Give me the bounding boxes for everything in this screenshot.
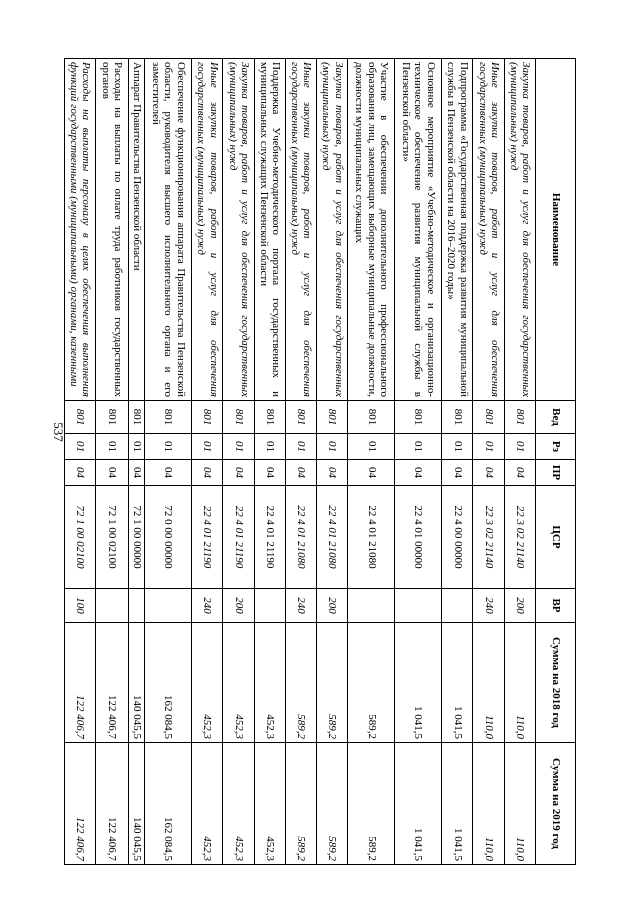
cell-sum2019: 1 041,5 <box>395 743 442 865</box>
cell-pr: 04 <box>223 460 254 486</box>
cell-sum2018: 122 406,7 <box>96 623 128 743</box>
cell-vr <box>145 589 192 623</box>
cell-ved: 801 <box>442 401 473 434</box>
cell-vr: 240 <box>192 589 223 623</box>
cell-sum2019: 589,2 <box>285 743 316 865</box>
cell-rz: 01 <box>145 434 192 460</box>
cell-pr: 04 <box>473 460 504 486</box>
cell-csr: 22 4 01 21080 <box>348 486 395 589</box>
cell-ved: 801 <box>192 401 223 434</box>
table-row <box>442 59 473 865</box>
table-row <box>395 59 442 865</box>
cell-vr: 240 <box>473 589 504 623</box>
cell-name: Закупка товаров, работ и услуг для обеспечения государственных (муниципальных) нужд <box>317 59 348 401</box>
cell-sum2018: 589,2 <box>317 623 348 743</box>
table-row <box>473 59 504 865</box>
cell-vr <box>254 589 285 623</box>
cell-sum2019: 122 406,7 <box>65 743 96 865</box>
cell-pr: 04 <box>395 460 442 486</box>
cell-rz: 01 <box>473 434 504 460</box>
table-row <box>504 59 535 865</box>
cell-sum2019: 110,0 <box>504 743 535 865</box>
cell-vr: 200 <box>223 589 254 623</box>
cell-vr: 100 <box>65 589 96 623</box>
cell-ved: 801 <box>348 401 395 434</box>
cell-csr: 22 4 01 21080 <box>317 486 348 589</box>
table-row <box>192 59 223 865</box>
cell-pr: 04 <box>348 460 395 486</box>
cell-sum2018: 1 041,5 <box>395 623 442 743</box>
cell-sum2018: 1 041,5 <box>442 623 473 743</box>
cell-ved: 801 <box>223 401 254 434</box>
cell-ved: 801 <box>473 401 504 434</box>
cell-sum2019: 110,0 <box>473 743 504 865</box>
cell-ved: 801 <box>96 401 128 434</box>
cell-csr: 22 4 01 21190 <box>192 486 223 589</box>
rotated-page <box>64 58 576 864</box>
table-row <box>317 59 348 865</box>
cell-name: Иные закупки товаров, работ и услуг для обеспечения государственных (муниципальных) нужд <box>192 59 223 401</box>
cell-pr: 04 <box>285 460 316 486</box>
cell-name: Закупка товаров, работ и услуг для обеспечения государственных (муниципальных) нужд <box>223 59 254 401</box>
table-row <box>254 59 285 865</box>
cell-csr: 72 1 00 02100 <box>65 486 96 589</box>
cell-sum2019: 122 406,7 <box>96 743 128 865</box>
cell-vr <box>128 589 145 623</box>
cell-rz: 01 <box>442 434 473 460</box>
cell-rz: 01 <box>192 434 223 460</box>
budget-table <box>64 58 576 865</box>
table-row <box>128 59 145 865</box>
cell-sum2018: 452,3 <box>223 623 254 743</box>
cell-name: Основное мероприятие «Учебно-методическое и организационно-техническое обеспечение развития муниципальной службы в Пензенской области» <box>395 59 442 401</box>
table-row <box>145 59 192 865</box>
cell-vr <box>96 589 128 623</box>
cell-sum2018: 140 045,5 <box>128 623 145 743</box>
cell-pr: 04 <box>145 460 192 486</box>
cell-name: Расходы на выплаты персоналу в целях обеспечения выполнения функций государственными (муниципальными) органами, казенными <box>65 59 96 401</box>
cell-sum2019: 589,2 <box>317 743 348 865</box>
col-header-pr: ПР <box>536 460 576 486</box>
table-body <box>65 59 536 865</box>
cell-vr <box>395 589 442 623</box>
cell-vr: 200 <box>317 589 348 623</box>
cell-pr: 04 <box>504 460 535 486</box>
cell-name: Иные закупки товаров, работ и услуг для обеспечения государственных (муниципальных) нужд <box>285 59 316 401</box>
cell-pr: 04 <box>192 460 223 486</box>
cell-sum2018: 452,3 <box>254 623 285 743</box>
col-header-csr: ЦСР <box>536 486 576 589</box>
cell-ved: 801 <box>128 401 145 434</box>
cell-rz: 01 <box>504 434 535 460</box>
cell-ved: 801 <box>504 401 535 434</box>
cell-ved: 801 <box>285 401 316 434</box>
cell-sum2018: 452,3 <box>192 623 223 743</box>
cell-ved: 801 <box>145 401 192 434</box>
cell-csr: 72 0 00 00000 <box>145 486 192 589</box>
cell-sum2019: 452,3 <box>254 743 285 865</box>
cell-rz: 01 <box>317 434 348 460</box>
cell-sum2018: 589,2 <box>348 623 395 743</box>
cell-rz: 01 <box>223 434 254 460</box>
header-row <box>536 59 576 865</box>
cell-rz: 01 <box>254 434 285 460</box>
cell-ved: 801 <box>254 401 285 434</box>
cell-rz: 01 <box>348 434 395 460</box>
cell-vr: 200 <box>504 589 535 623</box>
table-row <box>96 59 128 865</box>
col-header-sum2019: Сумма на 2019 год <box>536 743 576 865</box>
cell-csr: 22 4 00 00000 <box>442 486 473 589</box>
col-header-sum2018: Сумма на 2018 год <box>536 623 576 743</box>
cell-sum2018: 589,2 <box>285 623 316 743</box>
cell-sum2019: 140 045,5 <box>128 743 145 865</box>
cell-csr: 22 4 01 00000 <box>395 486 442 589</box>
cell-csr: 22 3 02 21140 <box>473 486 504 589</box>
cell-pr: 04 <box>65 460 96 486</box>
cell-csr: 22 4 01 21190 <box>223 486 254 589</box>
cell-rz: 01 <box>285 434 316 460</box>
cell-pr: 04 <box>128 460 145 486</box>
cell-sum2018: 162 084,5 <box>145 623 192 743</box>
cell-sum2019: 162 084,5 <box>145 743 192 865</box>
cell-sum2019: 452,3 <box>192 743 223 865</box>
cell-ved: 801 <box>65 401 96 434</box>
cell-csr: 72 1 00 00000 <box>128 486 145 589</box>
cell-pr: 04 <box>442 460 473 486</box>
cell-vr: 240 <box>285 589 316 623</box>
cell-name: Участие в обеспечении дополнительного профессионального образования лиц, замещающих выборные муниципальные должности, должности муниципальных служащих <box>348 59 395 401</box>
table-row <box>65 59 96 865</box>
cell-name: Закупка товаров, работ и услуг для обеспечения государственных (муниципальных) нужд <box>504 59 535 401</box>
cell-pr: 04 <box>317 460 348 486</box>
page-number: 537 <box>51 422 66 442</box>
cell-sum2019: 589,2 <box>348 743 395 865</box>
cell-csr: 22 4 01 21080 <box>285 486 316 589</box>
cell-rz: 01 <box>65 434 96 460</box>
cell-pr: 04 <box>254 460 285 486</box>
cell-sum2018: 122 406,7 <box>65 623 96 743</box>
cell-name: Расходы на выплаты по оплате труда работников государственных органов <box>96 59 128 401</box>
cell-pr: 04 <box>96 460 128 486</box>
cell-ved: 801 <box>317 401 348 434</box>
cell-name: Иные закупки товаров, работ и услуг для обеспечения государственных (муниципальных) нужд <box>473 59 504 401</box>
cell-name: Подпрограмма «Государственная поддержка развития муниципальной службы в Пензенской области на 2016–2020 годы» <box>442 59 473 401</box>
cell-sum2019: 452,3 <box>223 743 254 865</box>
cell-vr <box>348 589 395 623</box>
table-row <box>348 59 395 865</box>
col-header-ved: Вед <box>536 401 576 434</box>
cell-sum2018: 110,0 <box>473 623 504 743</box>
cell-vr <box>442 589 473 623</box>
table-row <box>285 59 316 865</box>
cell-rz: 01 <box>395 434 442 460</box>
cell-csr: 22 3 02 21140 <box>504 486 535 589</box>
table-row <box>223 59 254 865</box>
col-header-rz: Рз <box>536 434 576 460</box>
cell-name: Поддержка Учебно-методического портала государственных и муниципальных служащих Пензенской области <box>254 59 285 401</box>
cell-rz: 01 <box>96 434 128 460</box>
cell-sum2018: 110,0 <box>504 623 535 743</box>
col-header-vr: ВР <box>536 589 576 623</box>
cell-rz: 01 <box>128 434 145 460</box>
cell-sum2019: 1 041,5 <box>442 743 473 865</box>
cell-ved: 801 <box>395 401 442 434</box>
col-header-name: Наименование <box>536 59 576 401</box>
cell-name: Обеспечение функционирования аппарата Правительства Пензенской области, руководителя высшего исполнительного органа и его заместителей <box>145 59 192 401</box>
cell-name: Аппарат Правительства Пензенской области <box>128 59 145 401</box>
cell-csr: 72 1 00 02100 <box>96 486 128 589</box>
cell-csr: 22 4 01 21190 <box>254 486 285 589</box>
